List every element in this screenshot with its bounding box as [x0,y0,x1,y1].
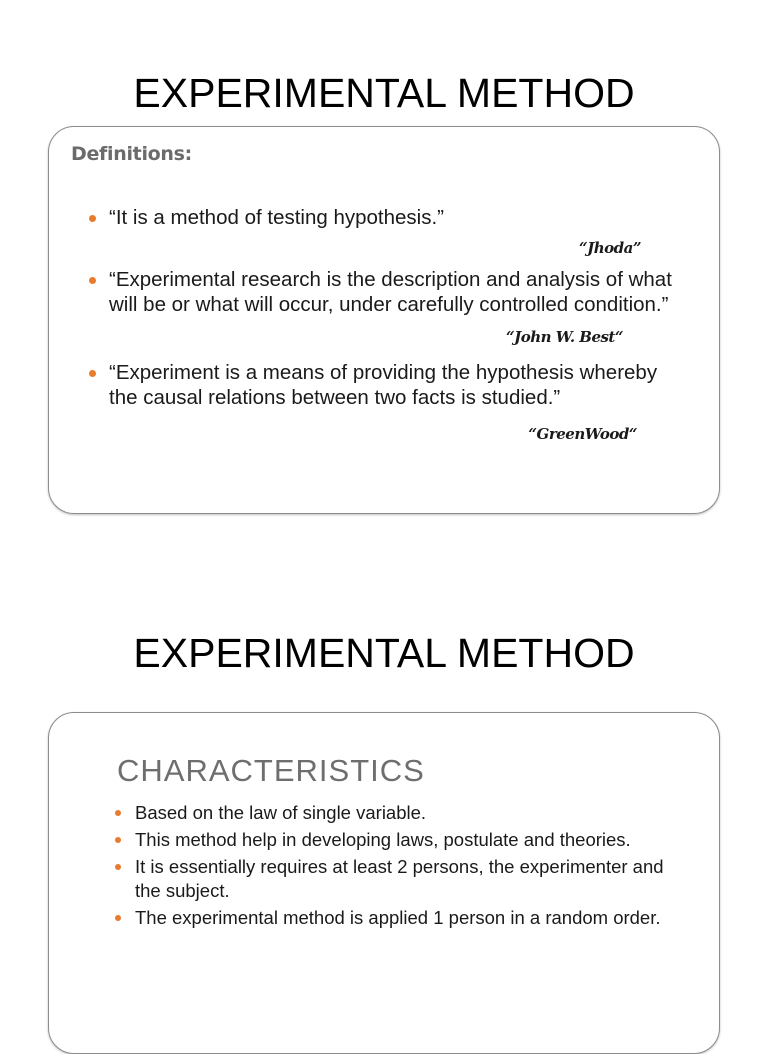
slide-title-1: EXPERIMENTAL METHOD [133,70,635,116]
attribution: “John W. Best“ [506,328,623,346]
bullet-icon [89,370,96,377]
definition-text: “Experimental research is the description and analysis of what will be or what will occur, under carefully controlled condition.” [109,268,672,316]
definition-text: “It is a method of testing hypothesis.” [109,206,444,229]
bullet-icon [115,915,121,921]
list-item [89,267,689,350]
definitions-card [48,126,720,514]
characteristics-card [48,712,720,1054]
characteristic-text: Based on the law of single variable. [135,802,427,823]
characteristics-list [115,801,675,933]
list-item [115,801,675,825]
list-item [89,205,689,261]
bullet-icon [89,215,96,222]
characteristics-heading: CHARACTERISTICS [117,753,425,788]
bullet-icon [115,864,121,870]
bullet-icon [115,837,121,843]
definition-text: “Experiment is a means of providing the hypothesis whereby the causal relations between two facts is studied.” [109,361,658,409]
bullet-icon [115,810,121,816]
characteristic-text: It is essentially requires at least 2 persons, the experimenter and the subject. [135,856,664,901]
list-item [115,828,675,852]
attribution: “GreenWood“ [528,425,637,443]
definitions-list [89,205,689,447]
attribution: “Jhoda” [579,239,641,257]
list-item [89,360,689,447]
characteristic-text: The experimental method is applied 1 person in a random order. [135,907,661,928]
bullet-icon [89,277,96,284]
list-item [115,855,675,903]
list-item [115,906,675,930]
slide-title-2: EXPERIMENTAL METHOD [133,630,635,676]
characteristic-text: This method help in developing laws, postulate and theories. [135,829,631,850]
definitions-heading: Definitions: [71,143,192,165]
